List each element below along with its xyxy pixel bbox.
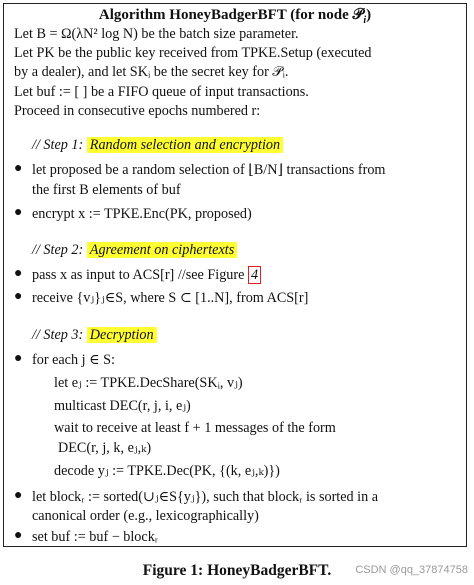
- step3-bullet-2: set buf := buf − blockᵣ: [32, 529, 159, 545]
- algorithm-title: Algorithm HoneyBadgerBFT (for node 𝒫$_i$): [98, 7, 372, 26]
- intro-line-4: Let buf := [ ] be a FIFO queue of input transactions.: [14, 84, 309, 100]
- intro-line-1: Let B = Ω(λN² log N) be the batch size parameter.: [14, 26, 299, 42]
- bullet-icon: ●: [14, 528, 23, 543]
- step1-bullet-2: encrypt x := TPKE.Enc(PK, proposed): [32, 206, 252, 222]
- step3-inner-5: decode yⱼ := TPKE.Dec(PK, {(k, eⱼ,ₖ)}): [54, 463, 280, 479]
- step3-inner-1: let eⱼ := TPKE.DecShare(SKᵢ, vⱼ): [54, 375, 243, 391]
- step1-bullet-1-line-1: let proposed be a random selection of ⌊B/N⌋ transactions from: [32, 162, 386, 178]
- step3-inner-3: wait to receive at least f + 1 messages of the form: [54, 420, 336, 436]
- step2-highlight: Agreement on ciphertexts: [87, 242, 237, 258]
- bullet-icon: ●: [14, 205, 23, 220]
- step1-bullet-1-line-2: the first B elements of buf: [32, 182, 181, 198]
- figure-caption: Figure 1: HoneyBadgerBFT.: [142, 562, 332, 579]
- step3-bullet-1-line-1: let blockᵣ := sorted(∪ⱼ∈S{yⱼ}), such that blockᵣ is sorted in a: [32, 489, 379, 505]
- bullet-icon: ●: [14, 289, 23, 304]
- step2-bullet-2: receive {vⱼ}ⱼ∈S, where S ⊂ [1..N], from ACS[r]: [32, 290, 309, 306]
- bullet-icon: ●: [14, 488, 23, 503]
- step3-bullet-1-line-2: canonical order (e.g., lexicographically): [32, 508, 259, 524]
- step3-highlight: Decryption: [87, 327, 157, 343]
- intro-line-3: by a dealer), and let SKᵢ be the secret key for 𝒫ᵢ.: [14, 64, 289, 80]
- bullet-icon: ●: [14, 161, 23, 176]
- step2-bullet-1: pass x as input to ACS[r] //see Figure 4: [32, 266, 261, 284]
- watermark: CSDN @qq_37874758: [355, 564, 468, 576]
- step1-heading: // Step 1: Random selection and encryption: [32, 136, 283, 154]
- step3-foreach: for each j ∈ S:: [32, 352, 115, 368]
- step1-highlight: Random selection and encryption: [87, 137, 283, 153]
- step3-heading: // Step 3: Decryption: [32, 326, 157, 344]
- figure-reference-link[interactable]: 4: [248, 266, 261, 284]
- intro-line-2: Let PK be the public key received from TPKE.Setup (executed: [14, 45, 372, 61]
- bullet-icon: ●: [14, 351, 23, 366]
- intro-line-5: Proceed in consecutive epochs numbered r:: [14, 103, 261, 119]
- step2-heading: // Step 2: Agreement on ciphertexts: [32, 241, 237, 259]
- algorithm-box: [3, 3, 467, 547]
- step3-inner-2: multicast DEC(r, j, i, eⱼ): [54, 398, 191, 414]
- step3-inner-4: DEC(r, j, k, eⱼ,ₖ): [58, 440, 152, 456]
- bullet-icon: ●: [14, 266, 23, 281]
